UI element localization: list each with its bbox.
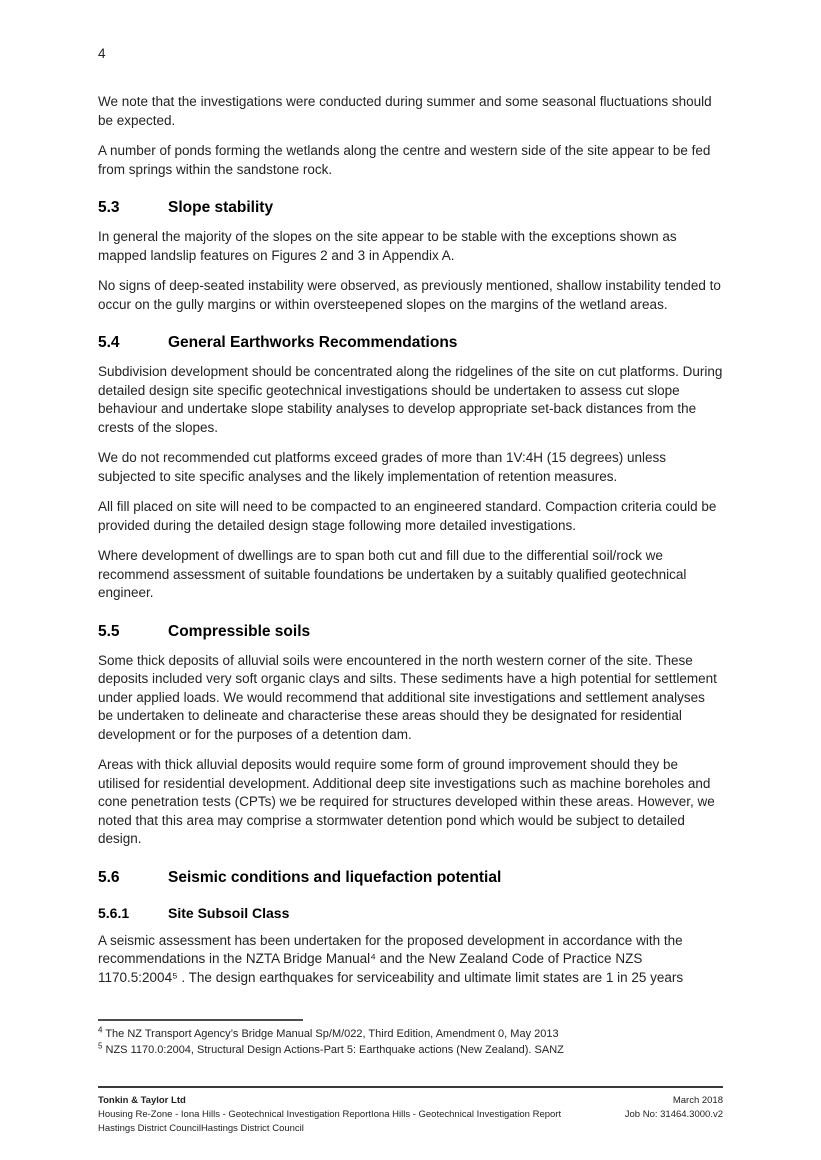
body-paragraph: Subdivision development should be concentrated along the ridgelines of the site on cut platforms. During detailed design site specific geotechnical investigations should be undertaken to assess cut slope behaviour and undertake slope stability analyses to develop appropriate set-back distances from the crests of the slopes. [98, 364, 723, 435]
body-paragraph: Areas with thick alluvial deposits would require some form of ground improvement should they be utilised for residential development. Additional deep site investigations such as machine boreholes and cone penetration tests (CPTs) we be required for structures developed within these areas. However, we noted that this area may comprise a stormwater detention pond which would be subject to detailed design. [98, 757, 715, 846]
section-heading [98, 867, 723, 888]
footnote-marker: 4 [98, 1025, 103, 1035]
section-heading [98, 197, 723, 218]
section-number: 5.5 [98, 622, 120, 640]
section-number: 5.6 [98, 868, 120, 886]
section-title: General Earthworks Recommendations [168, 334, 458, 351]
section-number: 5.3 [98, 199, 120, 216]
page-number: 4 [98, 46, 106, 61]
section-title: Seismic conditions and liquefaction potential [168, 868, 502, 886]
page-footer [98, 1086, 723, 1136]
body-paragraph: A seismic assessment has been undertaken for the proposed development in accordance with the recommendations in the NZTA Bridge Manual⁴ and the New Zealand Code of Practice NZS 1170.5:2004⁵ . The design earthquakes for serviceability and ultimate limit states are 1 in 25 years [98, 932, 684, 985]
body-paragraph: We note that the investigations were conducted during summer and some seasonal fluctuations should be expected. [98, 94, 712, 128]
footer-right [625, 1094, 723, 1122]
footnotes [98, 1019, 723, 1058]
footer-job-number: Job No: 31464.3000.v2 [624, 1109, 723, 1120]
footnote-list [98, 1026, 723, 1058]
body-paragraph: A number of ponds forming the wetlands along the centre and western side of the site appear to be fed from springs within the sandstone rock. [98, 143, 711, 177]
section-number: 5.4 [98, 334, 120, 351]
section-heading [98, 621, 723, 642]
body-blocks [98, 93, 723, 987]
footnote-item [98, 1026, 723, 1042]
section-title: Slope stability [168, 199, 274, 216]
section-heading [98, 332, 723, 353]
body-paragraph: We do not recommended cut platforms exceed grades of more than 1V:4H (15 degrees) unless subjected to site specific analyses and the likely implementation of retention measures. [98, 450, 667, 484]
footnote-separator [98, 1019, 303, 1021]
footer-date: March 2018 [672, 1095, 723, 1106]
subsection-heading [98, 904, 723, 923]
footer-client-line: Hastings District CouncilHastings District Council [98, 1123, 304, 1134]
footer-company: Tonkin & Taylor Ltd [98, 1095, 186, 1106]
body-paragraph: No signs of deep-seated instability were observed, as previously mentioned, shallow instability tended to occur on the gully margins or within oversteepened slopes on the margins of the wetland areas. [98, 278, 721, 312]
footer-project-line: Housing Re-Zone - Iona Hills - Geotechnical Investigation ReportIona Hills - Geotechnical Investigation Report [98, 1109, 562, 1120]
footnote-marker: 5 [98, 1041, 103, 1051]
body-paragraph: All fill placed on site will need to be compacted to an engineered standard. Compaction criteria could be provided during the detailed design stage following more detailed investigations. [98, 499, 717, 533]
document-content [98, 44, 723, 999]
body-paragraph: In general the majority of the slopes on the site appear to be stable with the exceptions shown as mapped landslip features on Figures 2 and 3 in Appendix A. [98, 229, 677, 263]
footnote-item [98, 1042, 723, 1058]
section-number: 5.6.1 [98, 904, 130, 921]
footnote-text: NZS 1170.0:2004, Structural Design Actions-Part 5: Earthquake actions (New Zealand). SANZ [105, 1044, 564, 1056]
body-paragraph: Some thick deposits of alluvial soils were encountered in the north western corner of the site. These deposits included very soft organic clays and silts. These sediments have a high potential for settlement under applied loads. We would recommend that additional site investigations and settlement analyses be undertaken to delineate and characterise these areas should they be designated for residential development or for the purposes of a detention dam. [98, 652, 717, 742]
body-paragraph: Where development of dwellings are to span both cut and fill due to the differential soil/rock we recommend assessment of suitable foundations be undertaken by a suitably qualified geotechnical engineer. [98, 548, 687, 600]
section-title: Compressible soils [168, 622, 311, 640]
section-title: Site Subsoil Class [168, 904, 290, 921]
footnote-text: The NZ Transport Agency’s Bridge Manual Sp/M/022, Third Edition, Amendment 0, May 2013 [105, 1028, 559, 1040]
footer-left [98, 1094, 561, 1136]
